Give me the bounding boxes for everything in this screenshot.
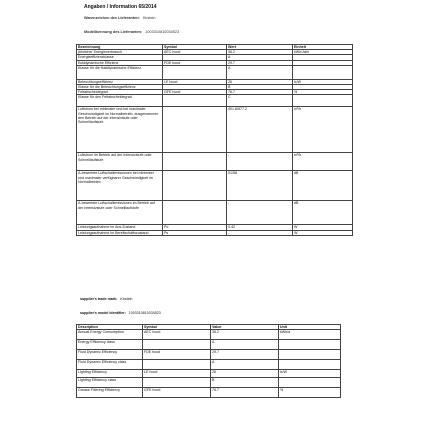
cell-unit: % bbox=[279, 388, 341, 398]
table-row bbox=[77, 340, 341, 350]
table-row bbox=[77, 230, 353, 235]
supplier-line bbox=[84, 16, 156, 20]
cell-unit: m³/h bbox=[293, 107, 353, 153]
cell-description: Leistungsaufnahme im Aus-Zustand bbox=[77, 225, 163, 230]
cell-symbol: GFE hood bbox=[143, 388, 211, 398]
table-row bbox=[77, 360, 341, 370]
cell-description: Fettabscheidegrad bbox=[77, 90, 163, 95]
english-info-table bbox=[76, 324, 341, 398]
header-cell: Description bbox=[77, 325, 143, 330]
cell-value: A bbox=[227, 55, 293, 60]
cell-description: jährlicher Energieverbrauch bbox=[77, 50, 163, 55]
table-row bbox=[77, 95, 353, 107]
header-cell: Bezeichnung bbox=[77, 45, 163, 50]
cell-symbol bbox=[163, 95, 227, 107]
cell-unit: W bbox=[293, 225, 353, 230]
cell-unit bbox=[293, 95, 353, 107]
cell-unit bbox=[279, 340, 341, 350]
cell-value: A bbox=[211, 360, 279, 370]
cell-symbol bbox=[143, 340, 211, 350]
cell-value: C bbox=[227, 95, 293, 107]
german-info-table bbox=[76, 44, 353, 236]
table-row bbox=[77, 107, 353, 153]
table-row bbox=[77, 378, 341, 388]
model-value: 1003310810034523 bbox=[145, 30, 180, 34]
table-row bbox=[77, 65, 353, 79]
cell-value: 29.7 bbox=[227, 60, 293, 65]
supplier-label: Warenzeichen des Lieferanten: bbox=[84, 16, 140, 20]
cell-symbol bbox=[163, 153, 227, 171]
cell-value: A bbox=[227, 65, 293, 79]
cell-value: B bbox=[227, 85, 293, 90]
english-model-label: supplier's model identifier: bbox=[80, 311, 126, 315]
cell-symbol bbox=[163, 107, 227, 153]
cell-unit: m³/h bbox=[293, 153, 353, 171]
english-supplier-label: supplier's trade mark: bbox=[80, 297, 118, 301]
cell-symbol bbox=[143, 360, 211, 370]
supplier-value: Kirstein bbox=[142, 16, 156, 20]
model-line bbox=[84, 30, 179, 34]
cell-description: Luftstrom bei minimaler und bei maximaler Geschwindigkeit im Normalbetrieb, ausgenommen den Betrieb auf der intensivstufe oder Schnelllaufstufe bbox=[77, 107, 163, 153]
cell-unit: dB bbox=[293, 171, 353, 201]
table-row bbox=[77, 153, 353, 171]
cell-description: Grease Filtering Efficiency bbox=[77, 388, 143, 398]
cell-value: 76.7 bbox=[227, 90, 293, 95]
cell-value: 26 bbox=[211, 370, 279, 378]
cell-unit: kWh/Jahr bbox=[293, 50, 353, 55]
cell-value: 36.2 bbox=[211, 330, 279, 340]
table-row bbox=[77, 171, 353, 201]
cell-unit: lx/W bbox=[293, 79, 353, 84]
cell-value: 29.7 bbox=[211, 350, 279, 360]
cell-value: A bbox=[211, 340, 279, 350]
cell-unit: W bbox=[293, 230, 353, 235]
header-cell: Symbol bbox=[143, 325, 211, 330]
cell-symbol: AEC hood bbox=[163, 50, 227, 55]
cell-unit bbox=[293, 65, 353, 79]
cell-value: 36.2 bbox=[227, 50, 293, 55]
cell-description: A-bewertete Luftschallemissionen im Betrieb auf der Intensivstufe oder Schnelllaufstufe bbox=[77, 201, 163, 225]
cell-description: Energy Efficiency class bbox=[77, 340, 143, 350]
cell-symbol bbox=[163, 171, 227, 201]
cell-description: Klasse für die fluiddynamische Effizienz bbox=[77, 65, 163, 79]
cell-description: Fluid Dynamic Efficiency class bbox=[77, 360, 143, 370]
cell-description: Beleuchtungseffizienz bbox=[77, 79, 163, 84]
cell-description: Klasse für den Fettabscheidegrad bbox=[77, 95, 163, 107]
model-label: Modellkennung des Lieferanten: bbox=[84, 30, 143, 34]
cell-value: B bbox=[211, 378, 279, 388]
cell-value: 76.7 bbox=[211, 388, 279, 398]
cell-description: Energieeffizienzklasse bbox=[77, 55, 163, 60]
cell-description: fluiddynamische Effizienz bbox=[77, 60, 163, 65]
table-row bbox=[77, 388, 341, 398]
cell-value: - bbox=[227, 153, 293, 171]
header-cell: Value bbox=[211, 325, 279, 330]
cell-unit: lx/W bbox=[279, 370, 341, 378]
document-title: Angaben / Information 65/2014 bbox=[84, 4, 157, 10]
cell-unit bbox=[279, 350, 341, 360]
cell-symbol: AEC hood bbox=[143, 330, 211, 340]
cell-value: 51/58 bbox=[227, 171, 293, 201]
cell-value: 0.42 bbox=[227, 225, 293, 230]
cell-unit: kWh/a bbox=[279, 330, 341, 340]
cell-symbol bbox=[163, 201, 227, 225]
header-cell: Unit bbox=[279, 325, 341, 330]
cell-description: A-bewertete Luftschallemissionen bei minimaler und maximaler verfügbarer Geschwindigkeit im Normalbetrieb bbox=[77, 171, 163, 201]
cell-value: 401.8/577.2 bbox=[227, 107, 293, 153]
cell-unit: % bbox=[293, 90, 353, 95]
header-cell: Einheit bbox=[293, 45, 353, 50]
cell-description: Lighting Efficiency bbox=[77, 370, 143, 378]
cell-value: 26 bbox=[227, 79, 293, 84]
table-row bbox=[77, 201, 353, 225]
english-model-value: 1003310810034523 bbox=[128, 311, 161, 315]
english-model-line bbox=[80, 311, 161, 315]
cell-symbol: FDE hood bbox=[163, 60, 227, 65]
english-supplier-value: Kirstein bbox=[120, 297, 133, 301]
cell-description: Leistungsaufnahme im Bereitschaftszustand bbox=[77, 230, 163, 235]
cell-symbol: FDE hood bbox=[143, 350, 211, 360]
cell-unit: dB bbox=[293, 201, 353, 225]
cell-value: - bbox=[227, 201, 293, 225]
cell-symbol: LE hood bbox=[143, 370, 211, 378]
table-row bbox=[77, 330, 341, 340]
cell-symbol bbox=[163, 65, 227, 79]
cell-description: Lighting Efficiency class bbox=[77, 378, 143, 388]
english-supplier-line bbox=[80, 297, 132, 301]
cell-description: Fluid Dynamic Efficiency bbox=[77, 350, 143, 360]
cell-value: - bbox=[227, 230, 293, 235]
header-cell: Wert bbox=[227, 45, 293, 50]
cell-unit bbox=[279, 378, 341, 388]
cell-symbol bbox=[143, 378, 211, 388]
cell-description: Annual Energy Consumption bbox=[77, 330, 143, 340]
cell-symbol: Po bbox=[163, 225, 227, 230]
table-row bbox=[77, 350, 341, 360]
cell-unit bbox=[279, 360, 341, 370]
header-cell: Symbol bbox=[163, 45, 227, 50]
cell-symbol: GFE hood bbox=[163, 90, 227, 95]
table-row bbox=[77, 370, 341, 378]
cell-description: Klasse für die Beleuchtungseffizienz bbox=[77, 85, 163, 90]
cell-symbol: Ps bbox=[163, 230, 227, 235]
cell-description: Luftstrom im Betrieb auf der Intensivstufe oder Schnelllaufstufe bbox=[77, 153, 163, 171]
cell-symbol: LE hood bbox=[163, 79, 227, 84]
